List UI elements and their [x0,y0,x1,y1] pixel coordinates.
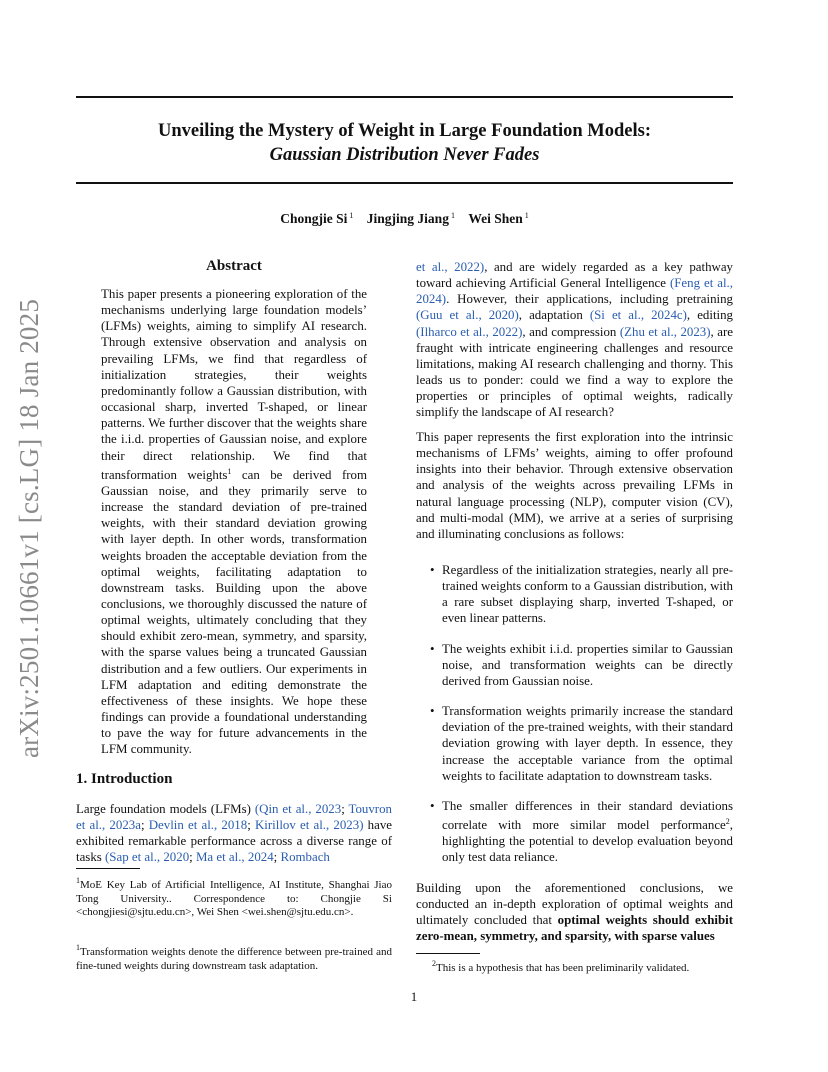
list-item: • The weights exhibit i.i.d. properties similar to Gaussian noise, and transformation weights can be directly derived from Gaussian noise. [416,641,733,689]
intro-paragraph: Large foundation models (LFMs) (Qin et al., 2023; Touvron et al., 2023a; Devlin et al., 2018; Kirillov et al., 2023) have exhibited remarkable performance across a diverse range of tasks (Sap et al., 2020; Ma et al., 2024; Rombach [76,802,393,865]
author-list [76,211,733,227]
affiliation-footnote: $^1$MoE Key Lab of Artificial Intelligence, AI Institute, Shanghai Jiao Tong University.. Correspondence to: Chongjie Si <chongjiesi@sjtu.edu.cn>, Wei Shen <wei.shen@sjtu.edu.cn>. [76,876,392,919]
citation-link[interactable]: Devlin et al., 2018 [148,818,248,833]
citation-link[interactable]: et al., 2022) [416,260,485,274]
author: Jingjing Jiang $^1$ [366,211,455,226]
abstract-body: This paper presents a pioneering exploration of the mechanisms underlying large foundation models’ (LFMs) weights, aiming to simplify AI research. Through extensive observation and analysis on prevailing LFMs, we find that regardless of initialization strategies, their weights predominantly follow a Gaussian distribution, with occasional sharp, inverted T-shaped, or linear patterns. We further discover that the weights share the i.i.d. properties of Gaussian noise, and explore their direct relationship. We find that transformation weights$^1$ can be derived from Gaussian noise, and they primarily serve to increase the standard deviation of pre-trained weights, with their standard deviation growing with layer depth. In other words, transformation weights broaden the acceptable deviation from the optimal weights, facilitating adaptation to downstream tasks. Building upon the above conclusions, we thoroughly discussed the nature of optimal weights, ultimately concluding that they should exhibit zero-mean, symmetry, and sparsity, with the sparse values being a truncated Gaussian distribution and a few outliers. Our experiments in LFM adaptation and editing demonstrate the effectiveness of these insights. We hope these findings can provide a foundational understanding to pave the way for future advancements in the LFM community. [101,287,368,757]
author: Chongjie Si $^1$ [280,211,354,226]
citation-link[interactable]: (Guu et al., 2020) [416,308,519,323]
citation-link[interactable]: (Si et al., 2024c) [589,308,687,323]
citation-link[interactable]: (Feng et al., 2024) [416,276,734,307]
abstract-heading: Abstract [206,258,262,274]
citation-link[interactable]: (Sap et al., 2020 [105,850,190,865]
footnote-rule [416,953,480,954]
list-item: • Regardless of the initialization strategies, nearly all pre-trained weights conform to a Gaussian distribution, with a rare subset displaying sharp, inverted T-shaped, or even linear patterns. [416,562,733,627]
citation-link[interactable]: Rombach [280,850,330,865]
paper-title [76,119,733,167]
citation-link[interactable]: Ma et al., 2024 [195,850,274,865]
section-heading-introduction: 1. Introduction [76,771,173,787]
right-paragraph-2: This paper represents the first exploration into the intrinsic mechanisms of LFMs’ weights, aiming to offer profound insights into their behavior. Through extensive observation and analysis of the weights across prevailing LFMs in natural language processing (NLP), computer vision (CV), and multi-modal (MM), we arrive at a series of surprising and illuminating conclusions as follows: [416,430,733,541]
title-line-1: Unveiling the Mystery of Weight in Large Foundation Models: [158,121,651,141]
list-item: • Transformation weights primarily increase the standard deviation of the pre-trained weights, with their standard deviation growing with layer depth. In essence, they increase the acceptable variance from the optimal weights to facilitate adaptation to downstream tasks. [416,703,733,784]
right-paragraph-3: Building upon the aforementioned conclusions, we conducted an in-depth exploration of optimal weights and ultimately concluded that optimal weights should exhibit zero-mean, symmetry, and sparsity, with sparse values [416,881,733,944]
conclusion-bullet-list [416,562,733,880]
footnote-mark: 2 [725,817,730,827]
citation-link[interactable]: (Qin et al., 2023 [254,802,342,816]
citation-link[interactable]: Kirillov et al., 2023) [254,818,364,833]
right-paragraph-1: et al., 2022), and are widely regarded as a key pathway toward achieving Artificial General Intelligence (Feng et al., 2024). However, their applications, including pretraining (Guu et al., 2020), adaptation (Si et al., 2024c), editing (Ilharco et al., 2022), and compression (Zhu et al., 2023), are fraught with intricate engineering challenges and resource limitations, making AI research challenging and thorny. This leads us to ponder: could we find a way to explore the properties or principles of optimal weights, radically simplify the landscape of AI research? [416,260,734,420]
footnote-mark: 1 [227,466,232,476]
title-bottom-rule [76,182,733,184]
citation-link[interactable]: (Ilharco et al., 2022) [416,324,523,339]
title-top-rule [76,96,733,98]
citation-link[interactable]: (Zhu et al., 2023) [619,324,711,339]
list-item: • The smaller differences in their standard deviations correlate with more similar model performance$^2$, highlighting the potential to develop evaluation beyond only test data reliance. [416,798,733,866]
citation-link[interactable]: Touvron et al., 2023a [76,802,392,833]
footnote-2: $^2$This is a hypothesis that has been preliminarily validated. [432,959,690,974]
page-number: 1 [410,990,418,1004]
title-line-2: Gaussian Distribution Never Fades [269,145,540,165]
arxiv-sidebar-stamp: arXiv:2501.10661v1 [cs.LG] 18 Jan 2025 [14,298,44,758]
footnote-rule [76,868,140,869]
author: Wei Shen $^1$ [468,211,529,226]
footnote-1: $^1$Transformation weights denote the difference between pre-trained and fine-tuned weights during downstream task adaptation. [76,943,392,972]
